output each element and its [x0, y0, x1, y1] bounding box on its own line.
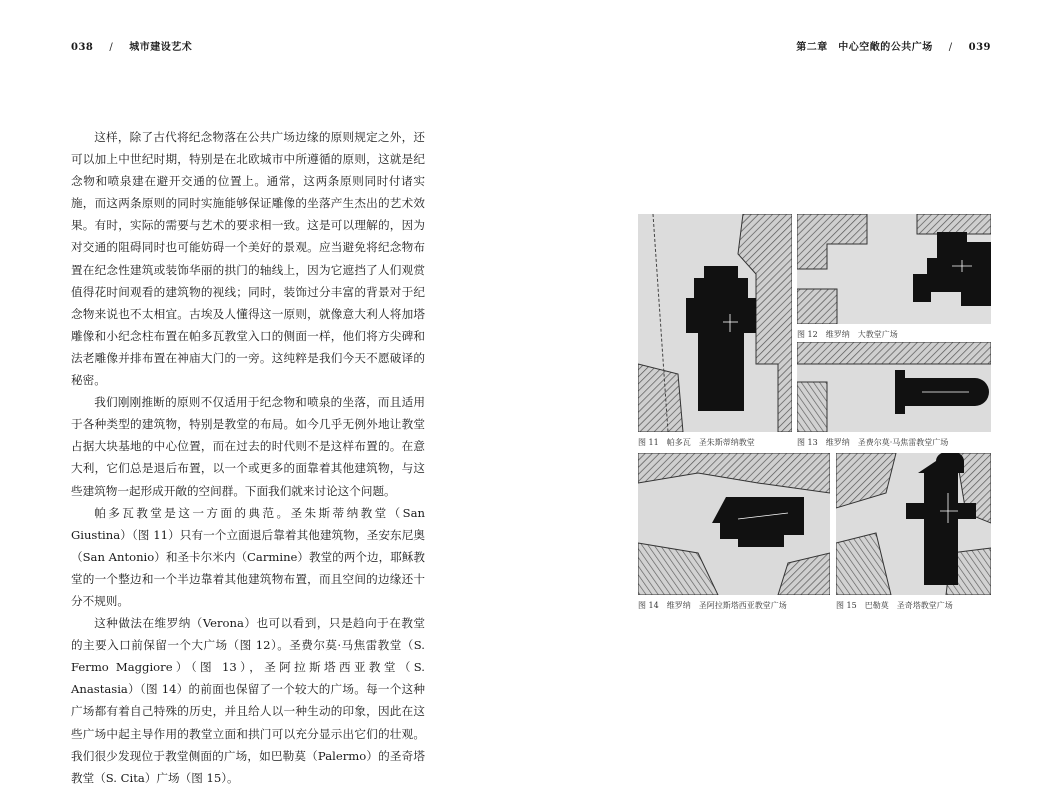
- left-page-header: [71, 38, 192, 53]
- figure-12-caption: 图 12 维罗纳 大教堂广场: [797, 330, 898, 339]
- figure-11-plan-san-giustina: [638, 214, 792, 432]
- site-plan-drawing: [836, 453, 991, 595]
- figure-15-plan-santa-cita: [836, 453, 991, 595]
- book-title: 城市建设艺术: [129, 42, 193, 53]
- figure-15-caption: 图 15 巴勒莫 圣奇塔教堂广场: [836, 601, 953, 610]
- site-plan-drawing: [638, 214, 792, 432]
- body-text: [71, 126, 425, 789]
- figure-11-caption: 图 11 帕多瓦 圣朱斯蒂纳教堂: [638, 438, 755, 447]
- figure-14-plan-santa-anastasia: [638, 453, 830, 595]
- site-plan-drawing: [797, 342, 991, 432]
- paragraph: 这样，除了古代将纪念物落在公共广场边缘的原则规定之外，还可以加上中世纪时期，特别是在北欧城市中所遵循的原则，这就是纪念物和喷泉建在避开交通的位置上。通常，这两条原则同时付诸实施，而这两条原则的同时实施能够保证雕像的坐落产生杰出的艺术效果。有时，实际的需要与艺术的要求相一致。这是可以理解的，因为对交通的阻碍同时也可能妨碍一个美好的景观。应当避免将纪念物布置在纪念性建筑或装饰华丽的拱门的轴线上，因为它遮挡了人们观赏值得花时间观看的建筑物的视线；同时，装饰过分丰富的背景对于纪念物来说也不太相宜。古埃及人懂得这一原则，就像意大利人将加塔雕像和小纪念柱布置在帕多瓦教堂入口的侧面一样，他们将方尖碑和法老雕像并排布置在神庙大门的一旁。这纯粹是我们今天不愿破译的秘密。: [71, 130, 425, 388]
- right-page-header: [796, 38, 991, 53]
- header-separator: /: [948, 42, 953, 53]
- left-page-number: 038: [71, 42, 94, 53]
- site-plan-drawing: [797, 214, 991, 324]
- figure-14-caption: 图 14 维罗纳 圣阿拉斯塔西亚教堂广场: [638, 601, 787, 610]
- header-separator: /: [109, 42, 114, 53]
- figure-13-caption: 图 13 维罗纳 圣费尔莫·马焦雷教堂广场: [797, 438, 949, 447]
- right-page-number: 039: [968, 42, 991, 53]
- figure-12-plan-verona-cathedral: [797, 214, 991, 324]
- paragraph: 我们刚刚推断的原则不仅适用于纪念物和喷泉的坐落，而且适用于各种类型的建筑物，特别是教堂的布局。如今几乎无例外地让教堂占据大块基地的中心位置，而在过去的时代则不是这样布置的。在意大利，它们总是退后布置，以一个或更多的面靠着其他建筑物，与这些建筑物一起形成开敞的空间群。下面我们就来讨论这个问题。: [71, 395, 425, 498]
- chapter-title: 第二章 中心空敞的公共广场: [796, 42, 933, 53]
- paragraph: 帕多瓦教堂是这一方面的典范。圣朱斯蒂纳教堂（San Giustina）（图 11）只有一个立面退后靠着其他建筑物，圣安东尼奥（San Antonio）和圣卡尔米内（Carmine）教堂的两个边，耶稣教堂的一个整边和一个半边靠着其他建筑物布置，而且空间的边缘还十分不规则。: [71, 505, 425, 608]
- paragraph: 这种做法在维罗纳（Verona）也可以看到，只是趋向于在教堂的主要入口前保留一个大广场（图 12）。圣费尔莫·马焦雷教堂（S. Fermo Maggiore）（图 13），圣阿拉斯塔西亚教堂（S. Anastasia）（图 14）的前面也保留了一个较大的广场。每一个这种广场都有着自己特殊的历史，并且给人以一种生动的印象，因此在这些广场中起主导作用的教堂立面和拱门可以充分显示出它们的壮观。我们很少发现位于教堂侧面的广场，如巴勒莫（Palermo）的圣奇塔教堂（S. Cita）广场（图 15）。: [71, 616, 425, 785]
- site-plan-drawing: [638, 453, 830, 595]
- figure-13-plan-san-fermo: [797, 342, 991, 432]
